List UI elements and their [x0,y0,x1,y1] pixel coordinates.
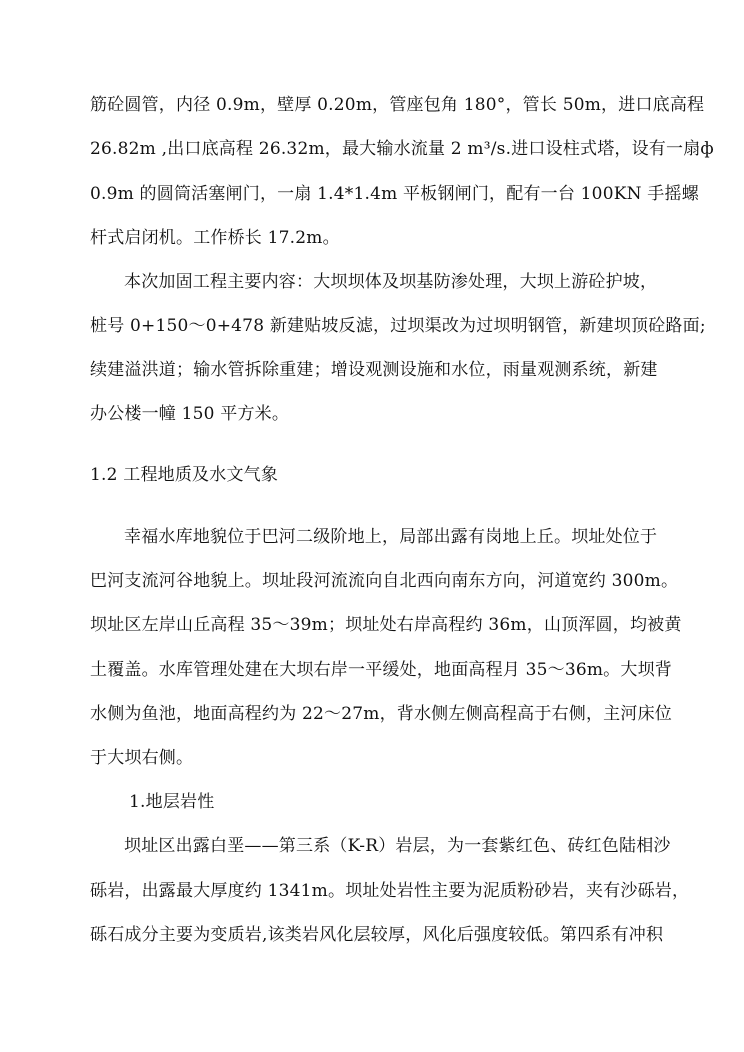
text-line: 土覆盖。水库管理处建在大坝右岸一平缓处，地面高程月 35～36m。大坝背 [90,660,672,680]
text-line: 0.9m 的圆筒活塞闸门，一扇 1.4*1.4m 平板钢闸门，配有一台 100KN 手摇螺 [90,184,699,204]
subsection-heading: 1.地层岩性 [129,792,215,812]
text-line: 筋砼圆管，内径 0.9m，壁厚 0.20m，管座包角 180°，管长 50m，进口底高程 [90,95,705,115]
text-line: 幸福水库地貌位于巴河二级阶地上，局部出露有岗地上丘。坝址处位于 [124,527,658,547]
text-line: 巴河支流河谷地貌上。坝址段河流流向自北西向南东方向，河道宽约 300m。 [90,571,679,591]
text-line: 坝址区左岸山丘高程 35～39m；坝址处右岸高程约 36m，山顶浑圆，均被黄 [90,615,682,635]
text-line: 桩号 0+150～0+478 新建贴坡反滤，过坝渠改为过坝明钢管，新建坝顶砼路面; [90,316,706,336]
text-line: 续建溢洪道；输水管拆除重建；增设观测设施和水位，雨量观测系统，新建 [90,360,658,380]
text-line: 砾岩，出露最大厚度约 1341m。坝址处岩性主要为泥质粉砂岩，夹有沙砾岩， [90,881,690,901]
text-line: 本次加固工程主要内容：大坝坝体及坝基防渗处理，大坝上游砼护坡， [124,272,658,292]
text-line: 杆式启闭机。工作桥长 17.2m。 [90,228,340,248]
section-heading: 1.2 工程地质及水文气象 [90,465,279,485]
text-line: 坝址区出露白垩——第三系（K-R）岩层，为一套紫红色、砖红色陆相沙 [124,836,671,856]
text-line: 砾石成分主要为变质岩,该类岩风化层较厚，风化后强度较低。第四系有冲积 [90,925,664,945]
text-line: 水侧为鱼池，地面高程约为 22～27m，背水侧左侧高程高于右侧，主河床位 [90,704,672,724]
text-line: 于大坝右侧。 [90,748,194,768]
text-line: 办公楼一幢 150 平方米。 [90,404,290,424]
text-line: 26.82m ,出口底高程 26.32m，最大输水流量 2 m³/s.进口设柱式塔，设有一扇ф [90,139,714,159]
